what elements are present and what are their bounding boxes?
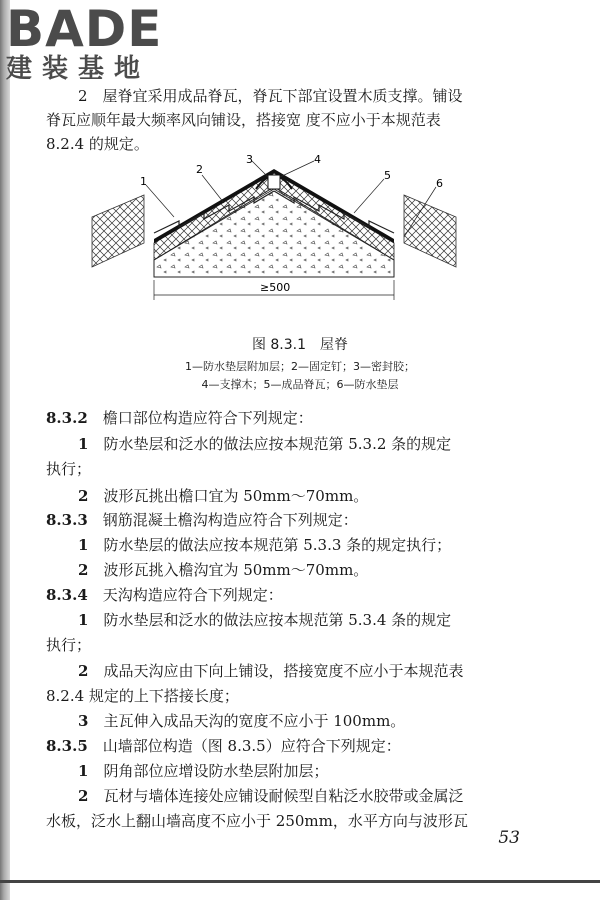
s835-item-2: 2 瓦材与墙体连接处应铺设耐候型自粘泛水胶带或金属泛 <box>78 787 464 805</box>
intro-line-3: 8.2.4 的规定。 <box>46 135 149 153</box>
s832-item-1: 1 防水垫层和泛水的做法应按本规范第 5.3.2 条的规定 <box>78 435 452 453</box>
s834-item-3: 3 主瓦伸入成品天沟的宽度不应小于 100mm。 <box>78 712 406 730</box>
section-number: 8.3.2 <box>46 409 88 427</box>
watermark-logo <box>4 2 194 84</box>
s832-item-1-cont: 执行； <box>46 460 92 478</box>
logo-word: BADE <box>6 0 163 58</box>
book-spine-shadow <box>0 0 10 900</box>
s834-item-1: 1 防水垫层和泛水的做法应按本规范第 5.3.4 条的规定 <box>78 611 452 629</box>
s832-item-2: 2 波形瓦挑出檐口宜为 50mm～70mm。 <box>78 487 369 505</box>
support-wood <box>268 175 280 189</box>
s834-item-1-cont: 执行； <box>46 636 92 654</box>
ridge-detail-figure <box>84 155 464 310</box>
s834-item-2-cont: 8.2.4 规定的上下搭接长度； <box>46 687 239 705</box>
s834-item-2: 2 成品天沟应由下向上铺设，搭接宽度不应小于本规范表 <box>78 662 464 680</box>
intro-line-1: 2 屋脊宜采用成品脊瓦，脊瓦下部宜设置木质支撑。铺设 <box>78 87 463 105</box>
section-8-3-4-heading: 8.3.4 天沟构造应符合下列规定： <box>46 586 283 604</box>
logo-subtitle: 建装基地 <box>6 54 151 84</box>
s835-item-1: 1 阴角部位应增设防水垫层附加层； <box>78 762 329 780</box>
callout-3: 3 <box>246 155 253 166</box>
left-roof-section <box>92 195 144 267</box>
bottom-rule <box>0 880 600 883</box>
s833-item-2: 2 波形瓦挑入檐沟宜为 50mm～70mm。 <box>78 561 369 579</box>
callout-6: 6 <box>436 177 443 190</box>
section-8-3-2-heading <box>46 408 586 428</box>
callout-5: 5 <box>384 169 391 182</box>
page-number: 53 <box>498 828 520 848</box>
figure-legend-line-2: 4—支撑木；5—成品脊瓦；6—防水垫层 <box>201 378 399 391</box>
right-roof-section <box>404 195 456 267</box>
s833-item-1: 1 防水垫层的做法应按本规范第 5.3.3 条的规定执行； <box>78 536 452 554</box>
figure-legend-line-1: 1—防水垫层附加层；2—固定钉；3—密封胶； <box>185 360 415 373</box>
section-title: 檐口部位构造应符合下列规定： <box>102 409 313 427</box>
section-8-3-3-heading: 8.3.3 钢筋混凝土檐沟构造应符合下列规定： <box>46 511 358 529</box>
s835-item-2-cont: 水板，泛水上翻山墙高度不应小于 250mm，水平方向与波形瓦 <box>46 812 468 830</box>
figure-caption: 图 8.3.1 屋脊 <box>251 337 349 353</box>
callout-2: 2 <box>196 163 203 176</box>
callout-4: 4 <box>314 155 321 166</box>
intro-line-2: 脊瓦应顺年最大频率风向铺设，搭接宽 度不应小于本规范表 <box>46 111 441 129</box>
callout-1: 1 <box>140 175 147 188</box>
dimension-label: ≥500 <box>260 281 291 294</box>
section-8-3-5-heading: 8.3.5 山墙部位构造（图 8.3.5）应符合下列规定： <box>46 737 401 755</box>
